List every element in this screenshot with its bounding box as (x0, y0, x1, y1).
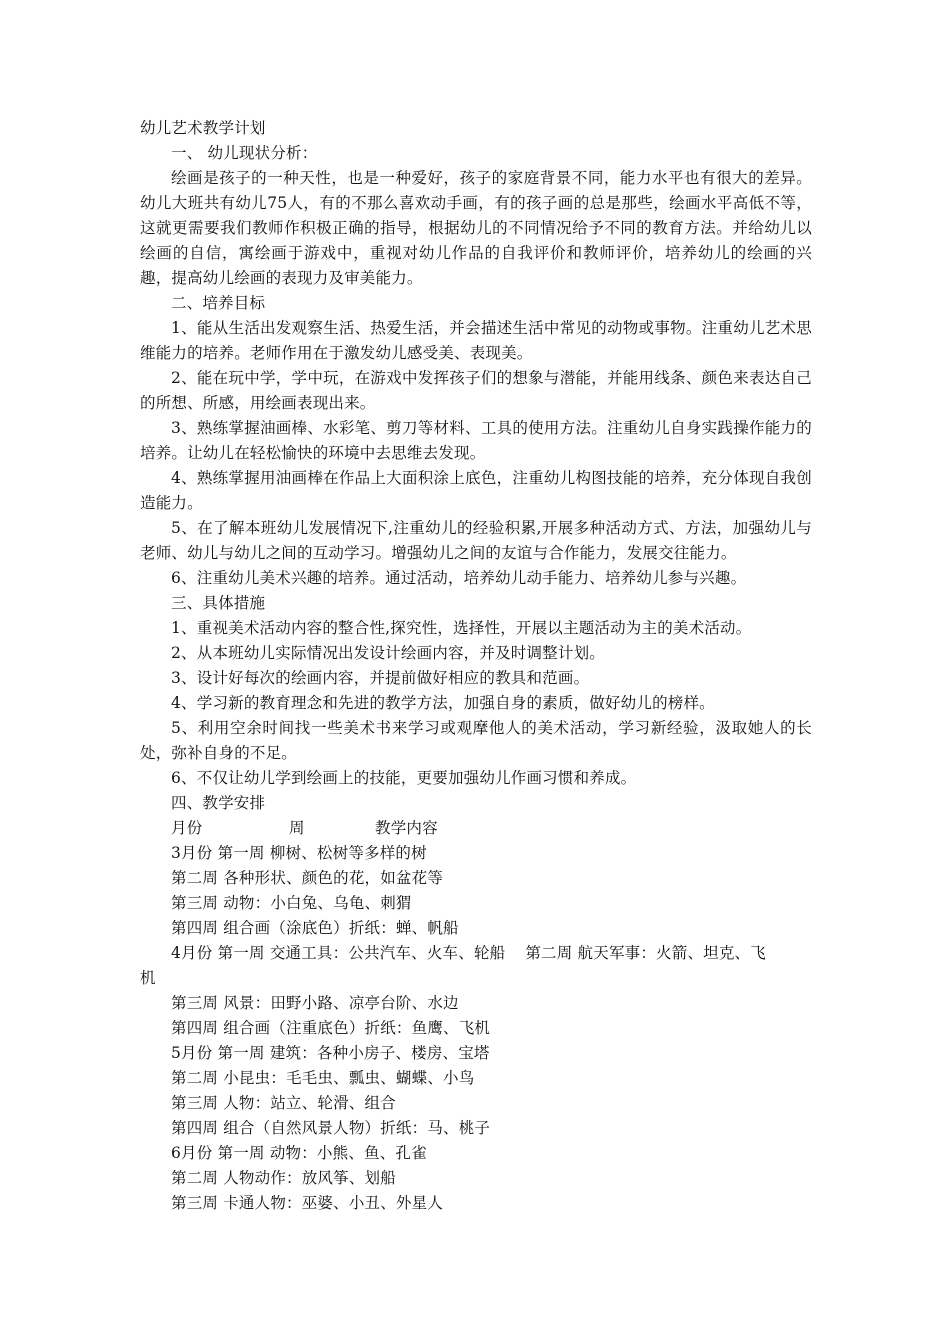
measure-item: 6、不仅让幼儿学到绘画上的技能，更要加强幼儿作画习惯和养成。 (171, 769, 637, 787)
schedule-row: 5月份 第一周 建筑：各种小房子、楼房、宝塔 (171, 1044, 490, 1062)
schedule-row: 第三周 动物：小白兔、乌龟、刺猬 (171, 894, 412, 912)
schedule-header (140, 816, 812, 841)
schedule-row: 第四周 组合画（注重底色）折纸：鱼鹰、飞机 (171, 1019, 491, 1037)
schedule-row: 第四周 组合（自然风景人物）折纸：马、桃子 (171, 1119, 491, 1137)
col-week-header: 周 (289, 819, 305, 837)
schedule-row: 3月份 第一周 柳树、松树等多样的树 (171, 844, 427, 862)
goal-item: 1、能从生活出发观察生活、热爱生活，并会描述生活中常见的动物或事物。注重幼儿艺术思维能力的培养。老师作用在于激发幼儿感受美、表现美。 (140, 319, 812, 362)
schedule-cell: 第二周 航天军事：火箭、坦克、飞 (525, 944, 766, 962)
schedule-cell: 4月份 第一周 交通工具：公共汽车、火车、轮船 (171, 944, 506, 962)
schedule-row: 第二周 人物动作：放风筝、划船 (171, 1169, 396, 1187)
measure-item: 3、设计好每次的绘画内容，并提前做好相应的教具和范画。 (171, 669, 590, 687)
goal-item: 5、在了解本班幼儿发展情况下,注重幼儿的经验积累,开展多种活动方式、方法，加强幼儿与老师、幼儿与幼儿之间的互动学习。增强幼儿之间的友谊与合作能力，发展交往能力。 (140, 519, 812, 562)
status-paragraph: 绘画是孩子的一种天性，也是一种爱好，孩子的家庭背景不同，能力水平也有很大的差异。幼儿大班共有幼儿75人，有的不那么喜欢动手画，有的孩子画的总是那些，绘画水平高低不等，这就更需要我们教师作积极正确的指导，根据幼儿的不同情况给予不同的教育方法。并给幼儿以绘画的自信，寓绘画于游戏中，重视对幼儿作品的自我评价和教师评价，培养幼儿的绘画的兴趣，提高幼儿绘画的表现力及审美能力。 (140, 169, 812, 287)
goal-item: 3、熟练掌握油画棒、水彩笔、剪刀等材料、工具的使用方法。注重幼儿自身实践操作能力的培养。让幼儿在轻松愉快的环境中去思维去发现。 (140, 419, 812, 462)
measure-item: 4、学习新的教育理念和先进的教学方法，加强自身的素质，做好幼儿的榜样。 (171, 694, 715, 712)
goal-item: 4、熟练掌握用油画棒在作品上大面积涂上底色，注重幼儿构图技能的培养，充分体现自我创造能力。 (140, 469, 812, 512)
section-heading-schedule: 四、教学安排 (171, 794, 266, 812)
schedule-row: 6月份 第一周 动物：小熊、鱼、孔雀 (171, 1144, 427, 1162)
measure-item: 2、从本班幼儿实际情况出发设计绘画内容，并及时调整计划。 (171, 644, 605, 662)
schedule-row: 第二周 各种形状、颜色的花，如盆花等 (171, 869, 444, 887)
col-month-header: 月份 (171, 819, 203, 837)
goal-item: 6、注重幼儿美术兴趣的培养。通过活动，培养幼儿动手能力、培养幼儿参与兴趣。 (171, 569, 747, 587)
section-heading-status: 一、 幼儿现状分析： (171, 144, 318, 162)
schedule-row-continuation: 机 (140, 969, 156, 987)
schedule-row: 第四周 组合画（涂底色）折纸：蝉、帆船 (171, 919, 459, 937)
document-title: 幼儿艺术教学计划 (140, 119, 266, 137)
schedule-row: 第三周 卡通人物：巫婆、小丑、外星人 (171, 1194, 444, 1212)
document-page (140, 116, 812, 1216)
schedule-row: 第三周 人物：站立、轮滑、组合 (171, 1094, 396, 1112)
section-heading-goals: 二、培养目标 (171, 294, 266, 312)
section-heading-measures: 三、具体措施 (171, 594, 266, 612)
schedule-row: 第二周 小昆虫：毛毛虫、瓢虫、蝴蝶、小鸟 (171, 1069, 475, 1087)
schedule-row-april (140, 941, 812, 966)
goal-item: 2、能在玩中学，学中玩，在游戏中发挥孩子们的想象与潜能，并能用线条、颜色来表达自己的所想、所感，用绘画表现出来。 (140, 369, 812, 412)
schedule-row: 第三周 风景：田野小路、凉亭台阶、水边 (171, 994, 459, 1012)
measure-item: 1、重视美术活动内容的整合性,探究性，选择性，开展以主题活动为主的美术活动。 (171, 619, 752, 637)
col-content-header: 教学内容 (375, 819, 438, 837)
measure-item: 5、利用空余时间找一些美术书来学习或观摩他人的美术活动，学习新经验，汲取她人的长处，弥补自身的不足。 (140, 719, 812, 762)
